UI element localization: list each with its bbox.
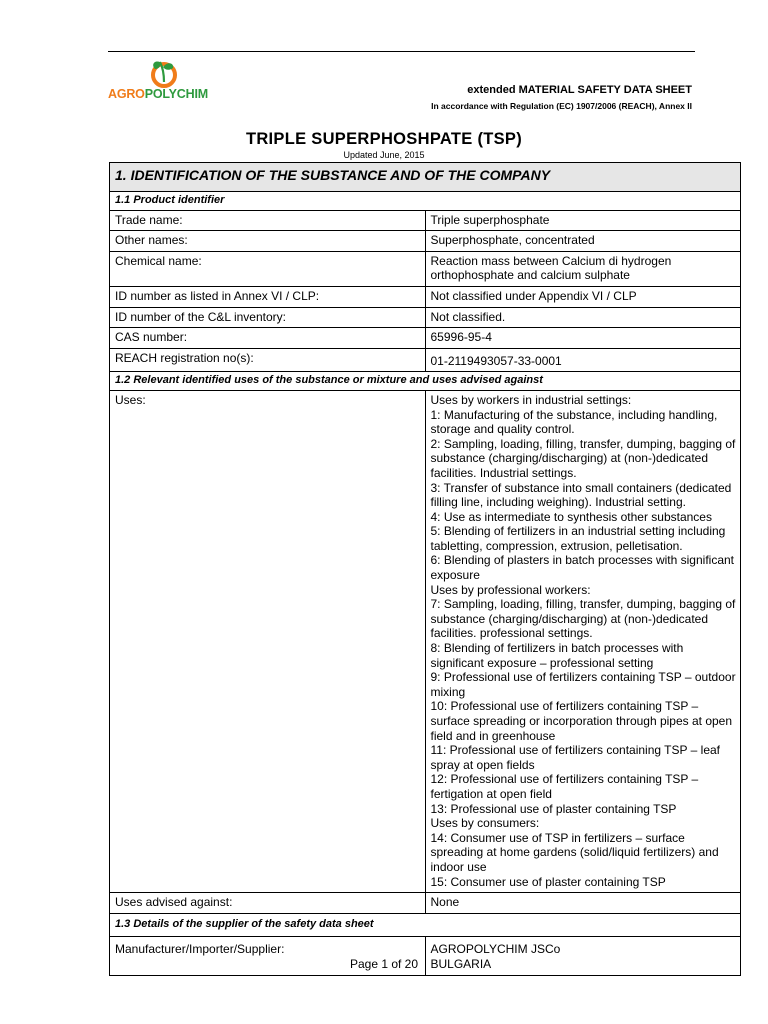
cas-number-label: CAS number: xyxy=(110,328,426,349)
list-item: 1: Manufacturing of the substance, including handling, storage and quality control. xyxy=(430,407,718,437)
advised-against-label: Uses advised against: xyxy=(110,893,426,914)
subsection-row xyxy=(110,372,741,391)
uses-list xyxy=(425,390,741,892)
annex-id-label: ID number as listed in Annex VI / CLP: xyxy=(110,286,426,307)
subsection-row xyxy=(110,192,741,211)
subsection-relevant-uses: 1.2 Relevant identified uses of the substance or mixture and uses advised against xyxy=(110,372,741,391)
list-item: Uses by workers in industrial settings: xyxy=(430,392,632,407)
table-row xyxy=(110,307,741,328)
trade-name-label: Trade name: xyxy=(110,210,426,231)
identification-table xyxy=(109,162,741,976)
subsection-row xyxy=(110,913,741,937)
supplier-name: AGROPOLYCHIM JSCo xyxy=(430,942,561,957)
cl-inventory-label: ID number of the C&L inventory: xyxy=(110,307,426,328)
supplier-country: BULGARIA xyxy=(430,956,492,971)
logo-text-agro: AGRO xyxy=(108,87,145,101)
chemical-name-value: Reaction mass between Calcium di hydrogen orthophosphate and calcium sulphate xyxy=(425,251,741,286)
list-item: 10: Professional use of fertilizers containing TSP – surface spreading or incorporation through pipes at open field and in greenhouse xyxy=(430,699,733,743)
list-item: 4: Use as intermediate to synthesis other substances xyxy=(430,509,712,524)
subsection-supplier-details: 1.3 Details of the supplier of the safety data sheet xyxy=(110,913,741,937)
table-row xyxy=(110,893,741,914)
table-row xyxy=(110,328,741,349)
list-item: 2: Sampling, loading, filling, transfer, dumping, bagging of substance (charging/discharging) at (non-)dedicated facilities. Industrial settings. xyxy=(430,436,736,480)
reach-registration-value: 01-2119493057-33-0001 xyxy=(425,348,741,372)
table-row xyxy=(110,251,741,286)
header-rule xyxy=(108,51,695,52)
page-number: Page 1 of 20 xyxy=(349,957,419,971)
trade-name-value: Triple superphosphate xyxy=(425,210,741,231)
table-row xyxy=(110,231,741,252)
table-row xyxy=(110,390,741,892)
logo-text-polychim: POLYCHIM xyxy=(144,87,208,101)
list-item: 11: Professional use of fertilizers containing TSP – leaf spray at open fields xyxy=(430,743,720,772)
regulation-note: In accordance with Regulation (EC) 1907/2006 (REACH), Annex II xyxy=(431,101,692,111)
list-item: 8: Blending of fertilizers in batch processes with significant exposure – professional setting xyxy=(430,641,684,670)
annex-id-value: Not classified under Appendix VI / CLP xyxy=(425,286,741,307)
list-item: 13: Professional use of plaster containing TSP xyxy=(430,801,677,816)
list-item: 5: Blending of fertilizers in an industrial setting including tabletting, compression, extrusion, pelletisation. xyxy=(430,524,726,553)
other-names-value: Superphosphate, concentrated xyxy=(425,231,741,252)
subsection-product-identifier: 1.1 Product identifier xyxy=(110,192,741,211)
other-names-label: Other names: xyxy=(110,231,426,252)
uses-label: Uses: xyxy=(110,390,426,892)
list-item: 6: Blending of plasters in batch processes with significant exposure xyxy=(430,553,734,583)
list-item: 14: Consumer use of TSP in fertilizers – surface spreading at home gardens (solid/liquid fertilizers) and indoor use xyxy=(430,830,719,874)
list-item: Uses by consumers: xyxy=(430,816,540,831)
list-item: Uses by professional workers: xyxy=(430,582,591,597)
table-row xyxy=(110,210,741,231)
page-title: TRIPLE SUPERPHOSHPATE (TSP) xyxy=(245,130,523,148)
chemical-name-label: Chemical name: xyxy=(110,251,426,286)
list-item: 7: Sampling, loading, filling, transfer, dumping, bagging of substance (charging/discharging) at (non-)dedicated facilities. professional settings. xyxy=(430,597,736,641)
list-item: 12: Professional use of fertilizers containing TSP – fertigation at open field xyxy=(430,772,699,801)
cas-number-value: 65996-95-4 xyxy=(425,328,741,349)
reach-registration-label: REACH registration no(s): xyxy=(110,348,426,372)
logo-wordmark xyxy=(108,87,208,101)
table-row xyxy=(110,348,741,372)
section-heading: 1. IDENTIFICATION OF THE SUBSTANCE AND OF THE COMPANY xyxy=(110,163,741,192)
list-item: 3: Transfer of substance into small containers (dedicated filling line, including weighing). Industrial setting. xyxy=(430,480,732,510)
company-logo xyxy=(108,56,233,106)
section-heading-row xyxy=(110,163,741,192)
list-item: 9: Professional use of fertilizers containing TSP – outdoor mixing xyxy=(430,670,736,699)
supplier-label: Manufacturer/Importer/Supplier: xyxy=(110,937,426,975)
advised-against-value: None xyxy=(425,893,741,914)
list-item: 15: Consumer use of plaster containing TSP xyxy=(430,874,666,889)
table-row xyxy=(110,286,741,307)
cl-inventory-value: Not classified. xyxy=(425,307,741,328)
updated-date: Updated June, 2015 xyxy=(343,150,425,160)
leaf-logo-icon xyxy=(146,56,182,88)
document-type: extended MATERIAL SAFETY DATA SHEET xyxy=(467,84,692,96)
